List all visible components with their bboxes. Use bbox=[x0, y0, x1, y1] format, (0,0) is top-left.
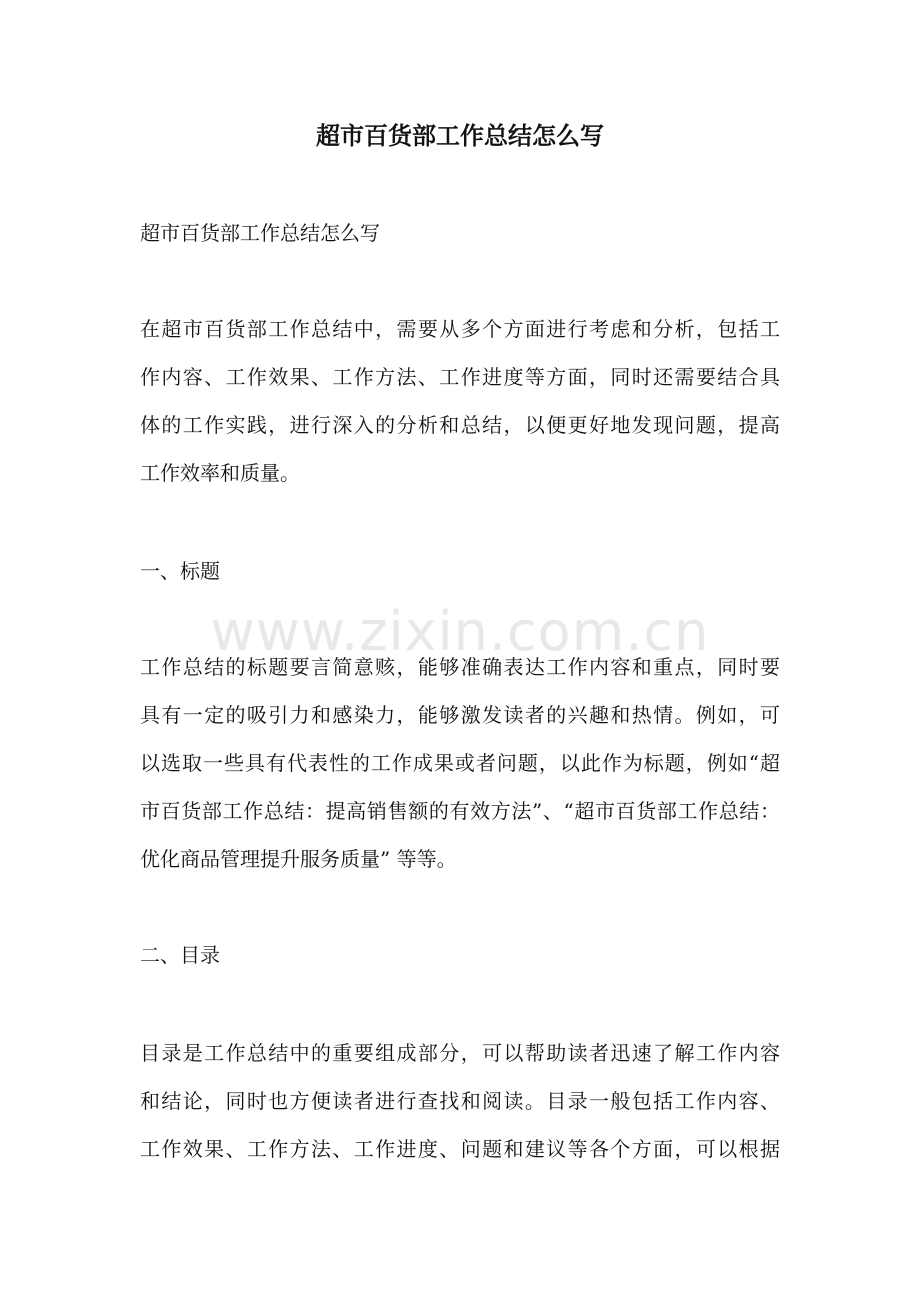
paragraph-line: 工作总结的标题要言简意赅，能够准确表达工作内容和重点，同时要 bbox=[140, 655, 780, 679]
paragraph-line: 作内容、工作效果、工作方法、工作进度等方面，同时还需要结合具 bbox=[140, 365, 780, 389]
paragraph-line: 以选取一些具有代表性的工作成果或者问题，以此作为标题，例如“超 bbox=[140, 751, 780, 775]
paragraph-line: 具有一定的吸引力和感染力，能够激发读者的兴趣和热情。例如，可 bbox=[140, 703, 780, 727]
paragraph-line: 在超市百货部工作总结中，需要从多个方面进行考虑和分析，包括工 bbox=[140, 317, 780, 341]
paragraph-line: 优化商品管理提升服务质量” 等等。 bbox=[140, 847, 457, 871]
paragraph-line: 市百货部工作总结：提高销售额的有效方法”、“超市百货部工作总结： bbox=[140, 799, 780, 823]
paragraph-line: 工作效率和质量。 bbox=[140, 461, 300, 485]
section-heading: 二、目录 bbox=[140, 943, 220, 967]
document-subtitle: 超市百货部工作总结怎么写 bbox=[140, 221, 380, 245]
paragraph-line: 工作效果、工作方法、工作进度、问题和建议等各个方面，可以根据 bbox=[140, 1137, 780, 1161]
paragraph-line: 体的工作实践，进行深入的分析和总结，以便更好地发现问题，提高 bbox=[140, 413, 780, 437]
document-title: 超市百货部工作总结怎么写 bbox=[316, 121, 604, 150]
watermark: www.zixin.com.cn bbox=[210, 600, 710, 663]
paragraph-line: 目录是工作总结中的重要组成部分，可以帮助读者迅速了解工作内容 bbox=[140, 1041, 780, 1065]
paragraph-line: 和结论，同时也方便读者进行查找和阅读。目录一般包括工作内容、 bbox=[140, 1089, 780, 1113]
section-heading: 一、标题 bbox=[140, 559, 220, 583]
